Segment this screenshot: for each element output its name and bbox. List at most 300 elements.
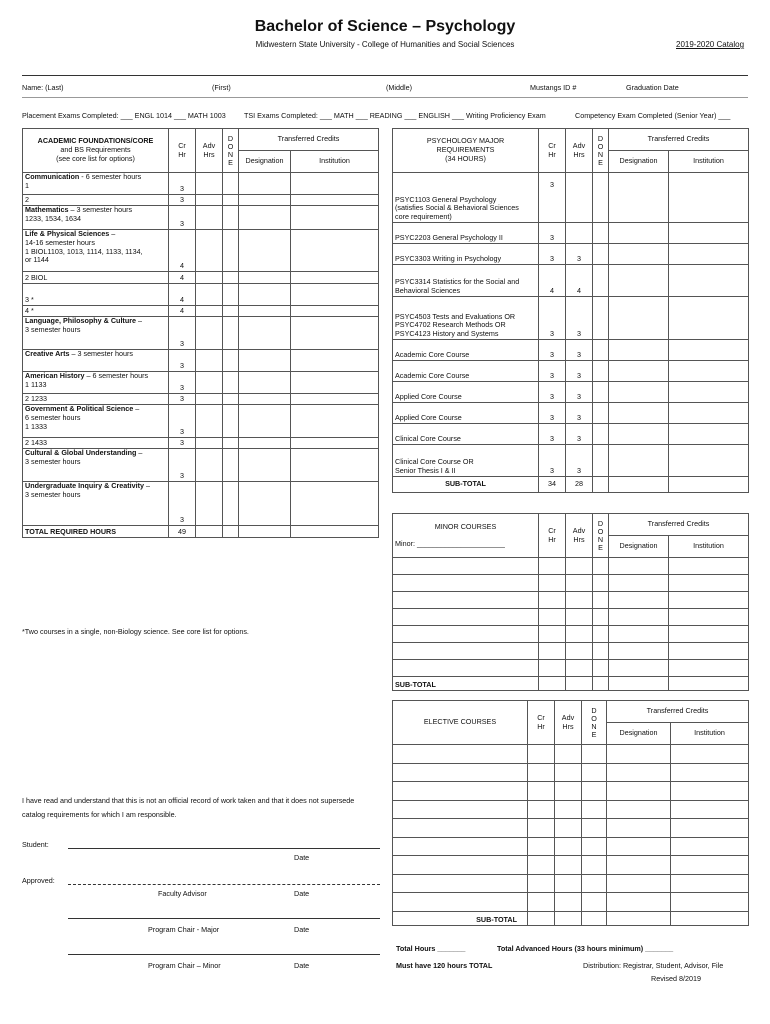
cr-hr-value: 3 (169, 394, 196, 405)
institution-cell[interactable] (669, 575, 749, 592)
designation-cell[interactable] (609, 403, 669, 424)
institution-cell[interactable] (671, 782, 749, 801)
course-cell (393, 173, 539, 223)
institution-cell[interactable] (669, 558, 749, 575)
table-row (23, 350, 379, 372)
institution-cell[interactable] (671, 837, 749, 856)
adv-hrs-cell[interactable] (566, 558, 593, 575)
designation-cell[interactable] (609, 244, 669, 265)
course-cell (23, 482, 169, 526)
adv-hrs-header: Adv Hrs (196, 129, 223, 173)
done-cell[interactable] (593, 223, 609, 244)
table-row (23, 206, 379, 230)
designation-cell[interactable] (239, 449, 291, 482)
done-cell[interactable] (593, 361, 609, 382)
designation-cell[interactable] (239, 372, 291, 394)
area-label: Language, Philosophy & Culture (25, 316, 137, 325)
designation-cell[interactable] (239, 206, 291, 230)
adv-hrs-cell[interactable] (196, 350, 223, 372)
table-row (23, 405, 379, 438)
cr-hr-cell[interactable] (528, 745, 555, 764)
institution-cell[interactable] (669, 609, 749, 626)
designation-cell[interactable] (239, 272, 291, 284)
adv-hrs-cell[interactable] (196, 317, 223, 350)
course-text: 3 semester hours (25, 489, 81, 499)
institution-cell[interactable] (671, 763, 749, 782)
area-note: – (136, 448, 143, 457)
designation-cell[interactable] (609, 297, 669, 340)
cr-hr-cell[interactable] (528, 782, 555, 801)
adv-hrs-cell[interactable] (555, 837, 582, 856)
designation-cell[interactable] (607, 763, 671, 782)
course-text: 3 semester hours (25, 456, 81, 466)
transferred-header: Transferred Credits (609, 129, 749, 151)
institution-cell[interactable] (291, 306, 379, 317)
course-cell (23, 195, 169, 206)
table-row (393, 626, 749, 643)
institution-cell[interactable] (671, 856, 749, 875)
done-cell[interactable] (593, 609, 609, 626)
student-signature-line[interactable] (68, 848, 380, 849)
done-cell[interactable] (223, 195, 239, 206)
adv-hrs-cell[interactable] (196, 173, 223, 195)
adv-hrs-cell[interactable] (566, 609, 593, 626)
designation-cell[interactable] (607, 819, 671, 838)
adv-hrs-cell[interactable] (555, 800, 582, 819)
done-cell[interactable] (223, 173, 239, 195)
adv-hrs-cell[interactable] (566, 592, 593, 609)
designation-cell[interactable] (607, 745, 671, 764)
done-cell[interactable] (223, 306, 239, 317)
cr-hr-cell[interactable] (528, 763, 555, 782)
designation-cell[interactable] (239, 230, 291, 272)
institution-cell[interactable] (291, 482, 379, 526)
major-header: PSYCHOLOGY MAJOR REQUIREMENTS (34 HOURS) (393, 129, 539, 173)
adv-hrs-cell[interactable] (196, 284, 223, 306)
institution-cell[interactable] (669, 173, 749, 223)
done-cell[interactable] (593, 575, 609, 592)
institution-cell[interactable] (669, 297, 749, 340)
designation-cell[interactable] (609, 361, 669, 382)
foundations-table (22, 128, 379, 538)
designation-cell[interactable] (609, 340, 669, 361)
name-last-label: Name: (Last) (22, 83, 64, 92)
done-cell[interactable] (582, 874, 607, 893)
institution-cell[interactable] (669, 424, 749, 445)
table-row (393, 745, 749, 764)
done-cell[interactable] (582, 800, 607, 819)
done-cell[interactable] (223, 372, 239, 394)
institution-cell[interactable] (669, 626, 749, 643)
course-cell[interactable] (393, 745, 528, 764)
designation-cell[interactable] (609, 626, 669, 643)
designation-cell[interactable] (609, 223, 669, 244)
adv-hrs-cell[interactable] (196, 449, 223, 482)
done-cell[interactable] (223, 272, 239, 284)
adv-hrs-cell[interactable] (566, 575, 593, 592)
institution-cell[interactable] (291, 449, 379, 482)
table-row (393, 558, 749, 575)
course-cell[interactable] (393, 800, 528, 819)
institution-cell[interactable] (291, 284, 379, 306)
adv-hrs-cell[interactable] (196, 230, 223, 272)
cr-hr-cell[interactable] (539, 626, 566, 643)
cr-hr-cell[interactable] (539, 609, 566, 626)
course-text: 2 1233 (25, 394, 47, 404)
done-cell[interactable] (582, 763, 607, 782)
designation-cell[interactable] (607, 782, 671, 801)
institution-cell[interactable] (291, 230, 379, 272)
course-text: 4 * (25, 306, 34, 316)
course-cell[interactable] (393, 558, 539, 575)
advisor-signature-line[interactable] (68, 884, 380, 885)
designation-header: Designation (239, 151, 291, 173)
cr-hr-cell[interactable] (539, 643, 566, 660)
done-cell[interactable] (593, 660, 609, 677)
name-rule (22, 97, 748, 98)
done-cell[interactable] (223, 482, 239, 526)
area-note: – (133, 404, 140, 413)
cr-hr-value: 4 (169, 272, 196, 284)
table-row (393, 874, 749, 893)
cr-hr-header: Cr Hr (528, 701, 555, 745)
course-text: Applied Core Course (395, 392, 462, 402)
course-cell[interactable] (393, 856, 528, 875)
designation-cell[interactable] (239, 306, 291, 317)
cr-hr-header: Cr Hr (169, 129, 196, 173)
area-label: American History (25, 371, 85, 380)
cr-hr-value: 3 (169, 372, 196, 394)
course-cell[interactable] (393, 592, 539, 609)
adv-hrs-header: Adv Hrs (566, 129, 593, 173)
designation-cell[interactable] (609, 575, 669, 592)
designation-cell[interactable] (609, 382, 669, 403)
cr-hr-cell[interactable] (528, 819, 555, 838)
cr-hr-cell[interactable] (528, 874, 555, 893)
adv-hrs-cell[interactable] (555, 745, 582, 764)
designation-cell[interactable] (239, 350, 291, 372)
institution-cell[interactable] (291, 394, 379, 405)
designation-cell[interactable] (609, 173, 669, 223)
done-cell[interactable] (223, 405, 239, 438)
institution-cell[interactable] (669, 592, 749, 609)
cr-hr-value: 3 (169, 482, 196, 526)
adv-hrs-header: Adv Hrs (555, 701, 582, 745)
course-cell (393, 297, 539, 340)
done-cell[interactable] (223, 394, 239, 405)
done-cell[interactable] (582, 745, 607, 764)
advisor-date-label: Date (294, 889, 310, 898)
table-row (393, 223, 749, 244)
table-row (393, 893, 749, 912)
designation-cell[interactable] (239, 173, 291, 195)
cr-hr-value: 3 (169, 449, 196, 482)
cr-hr-value: 3 (169, 350, 196, 372)
cr-hr-cell[interactable] (539, 558, 566, 575)
adv-hrs-value: 3 (566, 403, 593, 424)
course-cell (23, 206, 169, 230)
name-middle-label: (Middle) (386, 83, 412, 92)
cr-hr-cell[interactable] (528, 856, 555, 875)
done-cell[interactable] (582, 782, 607, 801)
done-cell[interactable] (223, 284, 239, 306)
done-cell[interactable] (223, 449, 239, 482)
designation-cell[interactable] (239, 317, 291, 350)
institution-cell[interactable] (669, 361, 749, 382)
total-required-value: 49 (169, 526, 196, 538)
done-header: D O N E (582, 701, 607, 745)
course-text: PSYC1103 General Psychology (satisfies Social & Behavioral Sciences core requirement) (395, 194, 519, 222)
institution-cell[interactable] (671, 874, 749, 893)
chair-minor-date-label: Date (294, 961, 310, 970)
done-cell[interactable] (593, 340, 609, 361)
adv-hrs-cell[interactable] (566, 660, 593, 677)
adv-hrs-cell[interactable] (566, 643, 593, 660)
institution-cell[interactable] (669, 340, 749, 361)
table-row (393, 782, 749, 801)
must-have-120: Must have 120 hours TOTAL (396, 961, 493, 970)
cr-hr-value: 4 (539, 265, 566, 297)
designation-cell[interactable] (609, 558, 669, 575)
table-row (23, 173, 379, 195)
adv-hrs-cell[interactable] (196, 195, 223, 206)
done-cell[interactable] (593, 297, 609, 340)
course-cell[interactable] (393, 575, 539, 592)
course-text: PSYC2203 General Psychology II (395, 233, 503, 243)
institution-cell[interactable] (671, 800, 749, 819)
course-text: 3 * (25, 295, 34, 305)
foundations-footnote: *Two courses in a single, non-Biology science. See core list for options. (22, 627, 249, 636)
course-cell (393, 244, 539, 265)
adv-hrs-cell[interactable] (196, 306, 223, 317)
course-cell[interactable] (393, 819, 528, 838)
designation-cell[interactable] (609, 609, 669, 626)
institution-cell[interactable] (669, 265, 749, 297)
institution-cell[interactable] (291, 195, 379, 206)
adv-hrs-cell[interactable] (196, 372, 223, 394)
designation-cell[interactable] (609, 660, 669, 677)
course-cell[interactable] (393, 643, 539, 660)
cr-hr-value: 3 (539, 173, 566, 223)
designation-cell[interactable] (607, 856, 671, 875)
done-cell[interactable] (223, 438, 239, 449)
designation-cell[interactable] (239, 405, 291, 438)
done-cell[interactable] (593, 173, 609, 223)
designation-cell[interactable] (609, 424, 669, 445)
institution-cell[interactable] (291, 206, 379, 230)
designation-cell[interactable] (609, 592, 669, 609)
adv-hrs-cell[interactable] (566, 626, 593, 643)
course-cell[interactable] (393, 609, 539, 626)
table-row (23, 272, 379, 284)
adv-hrs-cell[interactable] (196, 206, 223, 230)
table-row (23, 284, 379, 306)
area-label: Cultural & Global Understanding (25, 448, 137, 457)
adv-hrs-cell[interactable] (196, 394, 223, 405)
done-cell[interactable] (593, 592, 609, 609)
course-text: 2 BIOL (25, 273, 48, 283)
designation-cell[interactable] (239, 394, 291, 405)
designation-cell[interactable] (609, 643, 669, 660)
adv-hrs-value (566, 223, 593, 244)
student-date-label: Date (294, 853, 310, 862)
cr-hr-cell[interactable] (539, 660, 566, 677)
table-row (23, 317, 379, 350)
done-cell[interactable] (223, 317, 239, 350)
adv-hrs-cell[interactable] (555, 893, 582, 912)
chair-minor-signature-line[interactable] (68, 954, 380, 955)
institution-cell[interactable] (291, 317, 379, 350)
done-cell[interactable] (582, 819, 607, 838)
adv-hrs-value: 3 (566, 244, 593, 265)
designation-cell[interactable] (607, 893, 671, 912)
institution-cell[interactable] (291, 272, 379, 284)
adv-hrs-cell[interactable] (196, 405, 223, 438)
institution-cell[interactable] (291, 350, 379, 372)
institution-cell[interactable] (669, 643, 749, 660)
course-cell (393, 424, 539, 445)
designation-cell[interactable] (239, 438, 291, 449)
cr-hr-header: Cr Hr (539, 514, 566, 558)
done-cell[interactable] (593, 244, 609, 265)
institution-cell[interactable] (669, 244, 749, 265)
course-cell[interactable] (393, 782, 528, 801)
table-row (23, 394, 379, 405)
institution-cell[interactable] (669, 382, 749, 403)
course-cell[interactable] (393, 626, 539, 643)
course-cell (23, 372, 169, 394)
minor-header-cell (393, 514, 539, 558)
done-header: D O N E (593, 129, 609, 173)
done-cell[interactable] (593, 643, 609, 660)
institution-cell[interactable] (291, 173, 379, 195)
done-cell[interactable] (223, 206, 239, 230)
course-cell (23, 438, 169, 449)
cr-hr-value: 3 (539, 382, 566, 403)
major-subtotal-adv: 28 (566, 477, 593, 493)
designation-cell[interactable] (609, 265, 669, 297)
major-subtotal-label: SUB-TOTAL (393, 477, 539, 493)
cr-hr-cell[interactable] (539, 592, 566, 609)
cr-hr-cell[interactable] (528, 893, 555, 912)
designation-cell[interactable] (607, 874, 671, 893)
done-header: D O N E (223, 129, 239, 173)
course-cell[interactable] (393, 660, 539, 677)
name-first-label: (First) (212, 83, 231, 92)
institution-cell[interactable] (291, 438, 379, 449)
transferred-header: Transferred Credits (239, 129, 379, 151)
cr-hr-value: 3 (169, 405, 196, 438)
institution-cell[interactable] (671, 893, 749, 912)
designation-cell[interactable] (607, 837, 671, 856)
cr-hr-value: 3 (169, 206, 196, 230)
institution-cell[interactable] (669, 223, 749, 244)
adv-hrs-cell[interactable] (196, 482, 223, 526)
institution-cell[interactable] (669, 660, 749, 677)
done-cell[interactable] (593, 265, 609, 297)
table-row (393, 592, 749, 609)
elective-header: ELECTIVE COURSES (393, 701, 528, 745)
designation-cell[interactable] (607, 800, 671, 819)
adv-hrs-cell[interactable] (196, 438, 223, 449)
table-row (23, 449, 379, 482)
done-cell[interactable] (593, 445, 609, 477)
course-cell[interactable] (393, 893, 528, 912)
area-label: Life & Physical Sciences (25, 229, 110, 238)
adv-hrs-cell[interactable] (555, 856, 582, 875)
course-text: 1 1133 (25, 379, 47, 389)
course-cell[interactable] (393, 874, 528, 893)
cr-hr-value: 3 (539, 297, 566, 340)
designation-cell[interactable] (239, 195, 291, 206)
adv-hrs-cell[interactable] (555, 763, 582, 782)
done-cell[interactable] (223, 350, 239, 372)
institution-cell[interactable] (291, 405, 379, 438)
major-subtotal-cr: 34 (539, 477, 566, 493)
table-row (393, 173, 749, 223)
cr-hr-cell[interactable] (539, 575, 566, 592)
chair-major-signature-line[interactable] (68, 918, 380, 919)
institution-cell[interactable] (671, 819, 749, 838)
course-cell[interactable] (393, 763, 528, 782)
cr-hr-cell[interactable] (528, 837, 555, 856)
transferred-header: Transferred Credits (607, 701, 749, 723)
done-cell[interactable] (582, 856, 607, 875)
done-cell[interactable] (593, 403, 609, 424)
acknowledgement-statement: I have read and understand that this is not an official record of work taken and that it does not supersede catalog requirements for which I am responsible. (22, 796, 355, 819)
cr-hr-value: 3 (539, 445, 566, 477)
institution-cell[interactable] (669, 445, 749, 477)
done-cell[interactable] (582, 893, 607, 912)
student-label: Student: (22, 840, 49, 849)
cr-hr-value: 3 (539, 424, 566, 445)
revised-date: Revised 8/2019 (651, 974, 701, 983)
adv-hrs-cell[interactable] (555, 782, 582, 801)
table-row (393, 763, 749, 782)
adv-hrs-cell[interactable] (555, 819, 582, 838)
institution-cell[interactable] (671, 745, 749, 764)
done-cell[interactable] (223, 230, 239, 272)
table-row (393, 609, 749, 626)
done-cell[interactable] (593, 424, 609, 445)
designation-cell[interactable] (609, 445, 669, 477)
adv-hrs-cell[interactable] (555, 874, 582, 893)
done-cell[interactable] (593, 382, 609, 403)
table-row (393, 643, 749, 660)
elective-table (392, 700, 749, 926)
course-text: Academic Core Course (395, 350, 470, 360)
cr-hr-cell[interactable] (528, 800, 555, 819)
minor-name-field[interactable]: Minor: ______________________ (395, 538, 505, 548)
done-cell[interactable] (582, 837, 607, 856)
institution-cell[interactable] (669, 403, 749, 424)
adv-hrs-cell[interactable] (196, 272, 223, 284)
minor-subtotal-label: SUB-TOTAL (393, 677, 539, 691)
done-cell[interactable] (593, 626, 609, 643)
institution-cell[interactable] (291, 372, 379, 394)
designation-cell[interactable] (239, 284, 291, 306)
course-cell[interactable] (393, 837, 528, 856)
adv-hrs-value: 3 (566, 382, 593, 403)
designation-cell[interactable] (239, 482, 291, 526)
done-cell[interactable] (593, 558, 609, 575)
placement-exams: Placement Exams Completed: ___ ENGL 1014 ___ MATH 1003 (22, 111, 226, 120)
table-row (393, 575, 749, 592)
institution-header: Institution (671, 723, 749, 745)
adv-hrs-value: 3 (566, 424, 593, 445)
table-row (393, 800, 749, 819)
course-cell (23, 173, 169, 195)
